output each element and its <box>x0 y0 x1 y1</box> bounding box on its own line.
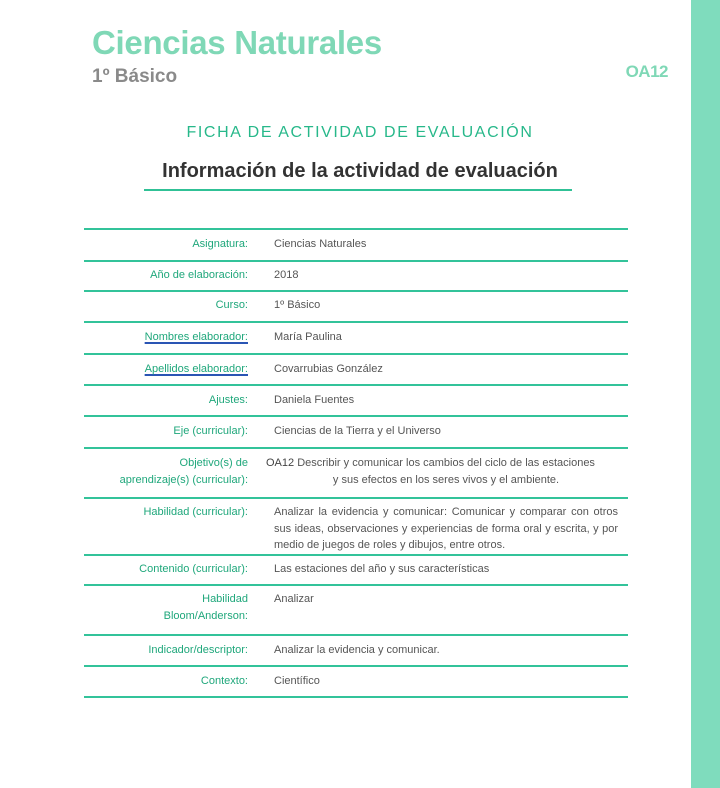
row-value: Las estaciones del año y sus características <box>256 555 628 585</box>
row-label: Asignatura: <box>84 229 256 261</box>
row-value: Analizar la evidencia y comunicar. <box>256 635 628 666</box>
row-label-line: Habilidad <box>202 593 248 605</box>
heading-underline <box>144 189 572 191</box>
row-value: Ciencias Naturales <box>256 229 628 261</box>
row-value: Covarrubias González <box>256 354 628 385</box>
oa-code-badge: OA12 <box>625 62 668 81</box>
row-value: 2018 <box>256 261 628 291</box>
row-label-line: aprendizaje(s) (curricular): <box>119 473 248 486</box>
row-label: Curso: <box>84 291 256 322</box>
table-row <box>84 261 628 291</box>
row-label <box>84 585 256 635</box>
row-value: Ciencias de la Tierra y el Universo <box>256 416 628 448</box>
table-row <box>84 229 628 261</box>
row-value: María Paulina <box>256 322 628 354</box>
table-row <box>84 498 628 555</box>
section-heading: Información de la actividad de evaluación <box>162 160 558 182</box>
grade-label: 1º Básico <box>92 66 178 87</box>
table-row <box>84 585 628 635</box>
table-row <box>84 555 628 585</box>
row-value: Analizar <box>256 585 628 635</box>
activity-info-table <box>84 228 628 698</box>
table-row <box>84 322 628 354</box>
row-value: Analizar la evidencia y comunicar: Comunicar y comparar con otros sus ideas, observaciones y experiencias de forma oral y escrita, y por medio de juegos de roles y dibujos, entre otros. <box>256 498 628 555</box>
row-label: Eje (curricular): <box>84 416 256 448</box>
row-label <box>84 354 256 385</box>
row-label-text: Nombres elaborador: <box>144 331 248 343</box>
objective-text-cont: y sus efectos en los seres vivos y el ambiente. <box>332 473 560 486</box>
subject-title: Ciencias Naturales <box>92 24 382 61</box>
table-row <box>84 666 628 697</box>
row-label: Indicador/descriptor: <box>84 635 256 666</box>
table-row <box>84 354 628 385</box>
row-value <box>256 448 628 498</box>
objective-text: Describir y comunicar los cambios del ciclo de las estaciones <box>297 457 595 469</box>
sheet-kicker: FICHA DE ACTIVIDAD DE EVALUACIÓN <box>186 124 534 141</box>
row-label-text: Apellidos elaborador: <box>144 363 248 375</box>
table-row <box>84 291 628 322</box>
row-value: 1º Básico <box>256 291 628 322</box>
table-row <box>84 416 628 448</box>
objective-line <box>266 455 618 472</box>
decorative-side-bar <box>691 0 720 788</box>
row-value: Científico <box>256 666 628 697</box>
row-label-line: Bloom/Anderson: <box>163 609 248 622</box>
row-label <box>84 448 256 498</box>
row-label: Ajustes: <box>84 385 256 416</box>
row-label <box>84 322 256 354</box>
row-label: Contenido (curricular): <box>84 555 256 585</box>
row-label-line: Objetivo(s) de <box>179 457 248 469</box>
table-row <box>84 448 628 498</box>
row-label: Habilidad (curricular): <box>84 498 256 555</box>
objective-code: OA12 <box>266 457 295 469</box>
table-row <box>84 635 628 666</box>
table-row <box>84 385 628 416</box>
row-label: Contexto: <box>84 666 256 697</box>
row-value: Daniela Fuentes <box>256 385 628 416</box>
row-label: Año de elaboración: <box>84 261 256 291</box>
